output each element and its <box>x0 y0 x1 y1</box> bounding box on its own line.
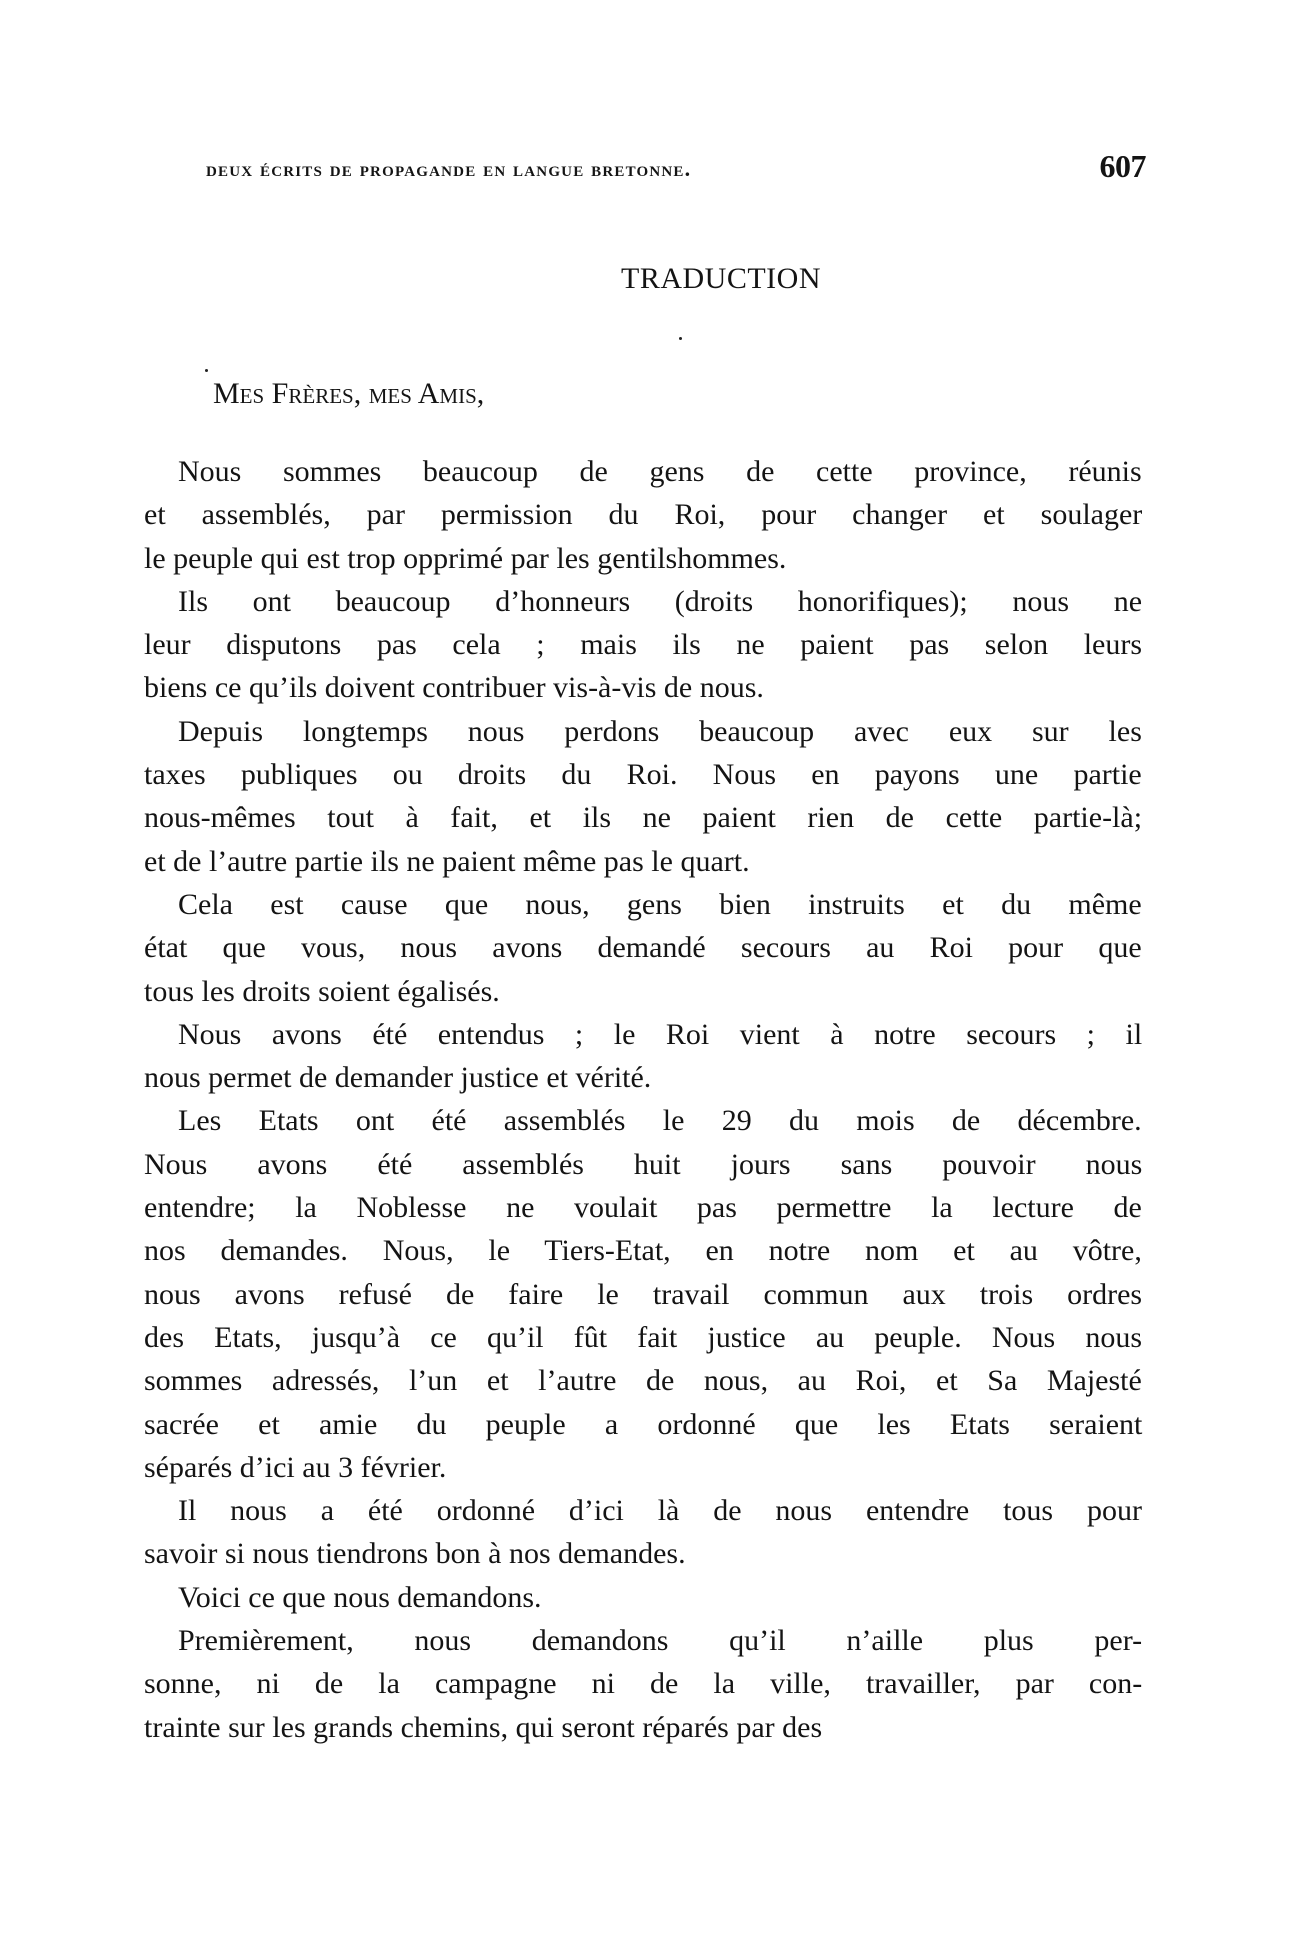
text-line: sommes adressés, l’un et l’autre de nous, au Roi, et Sa Majesté <box>144 1364 1142 1398</box>
text-line: état que vous, nous avons demandé secours au Roi pour que <box>144 931 1142 965</box>
paragraph <box>144 580 1142 710</box>
paragraph <box>144 1013 1142 1100</box>
paragraph <box>144 1576 1142 1619</box>
text-line: trainte sur les grands chemins, qui seront réparés par des <box>144 1710 823 1744</box>
text-line: sacrée et amie du peuple a ordonné que les Etats seraient <box>144 1407 1143 1441</box>
text-line: nos demandes. Nous, le Tiers-Etat, en notre nom et au vôtre, <box>144 1234 1142 1268</box>
text-line: Premièrement, nous demandons qu’il n’aille plus per- <box>178 1624 1143 1658</box>
print-speck <box>679 337 682 340</box>
text-line: savoir si nous tiendrons bon à nos demandes. <box>144 1537 686 1571</box>
running-title: deux écrits de propagande en langue bretonne. <box>206 156 692 181</box>
running-header <box>206 148 1146 188</box>
text-line: tous les droits soient égalisés. <box>144 974 500 1008</box>
text-line: Voici ce que nous demandons. <box>178 1580 542 1614</box>
text-line: leur disputons pas cela ; mais ils ne paient pas selon leurs <box>144 628 1143 662</box>
paragraph <box>144 710 1142 883</box>
text-line: nous-mêmes tout à fait, et ils ne paient rien de cette partie-là; <box>144 801 1143 835</box>
text-line: nous avons refusé de faire le travail commun aux trois ordres <box>144 1277 1143 1311</box>
text-line: Nous avons été entendus ; le Roi vient à notre secours ; il <box>178 1017 1143 1051</box>
text-line: Ils ont beaucoup d’honneurs (droits honorifiques); nous ne <box>178 584 1143 618</box>
text-line: Les Etats ont été assemblés le 29 du mois de décembre. <box>178 1104 1142 1138</box>
text-line: Depuis longtemps nous perdons beaucoup avec eux sur les <box>178 714 1142 748</box>
paragraph <box>144 883 1142 1013</box>
text-line: entendre; la Noblesse ne voulait pas permettre la lecture de <box>144 1191 1142 1225</box>
text-line: le peuple qui est trop opprimé par les gentilshommes. <box>144 541 787 575</box>
text-line: séparés d’ici au 3 février. <box>144 1450 447 1484</box>
page-number: 607 <box>1099 148 1146 184</box>
body-text <box>144 450 1142 1749</box>
text-line: biens ce qu’ils doivent contribuer vis-à-vis de nous. <box>144 671 764 705</box>
paragraph <box>144 1099 1142 1489</box>
text-line: des Etats, jusqu’à ce qu’il fût fait justice au peuple. Nous nous <box>144 1320 1143 1354</box>
text-line: Nous sommes beaucoup de gens de cette province, réunis <box>178 455 1142 488</box>
salutation-part-2: mes Amis, <box>368 377 485 410</box>
paragraph <box>144 1489 1142 1576</box>
text-line: Cela est cause que nous, gens bien instruits et du même <box>178 887 1142 921</box>
section-title: TRADUCTION <box>621 262 821 295</box>
print-speck <box>205 369 208 372</box>
paragraph <box>144 1619 1142 1749</box>
text-line: Nous avons été assemblés huit jours sans pouvoir nous <box>144 1147 1143 1181</box>
text-line: Il nous a été ordonné d’ici là de nous entendre tous pour <box>178 1494 1142 1528</box>
text-line: et assemblés, par permission du Roi, pour changer et soulager <box>144 498 1143 532</box>
salutation-part-1: Mes Frères, <box>213 377 362 410</box>
paragraph <box>144 450 1142 580</box>
text-line: taxes publiques ou droits du Roi. Nous en payons une partie <box>144 758 1142 792</box>
salutation <box>213 377 484 411</box>
text-line: sonne, ni de la campagne ni de la ville, travailler, par con- <box>144 1667 1143 1701</box>
text-line: nous permet de demander justice et vérité. <box>144 1061 652 1095</box>
text-line: et de l’autre partie ils ne paient même pas le quart. <box>144 844 750 878</box>
